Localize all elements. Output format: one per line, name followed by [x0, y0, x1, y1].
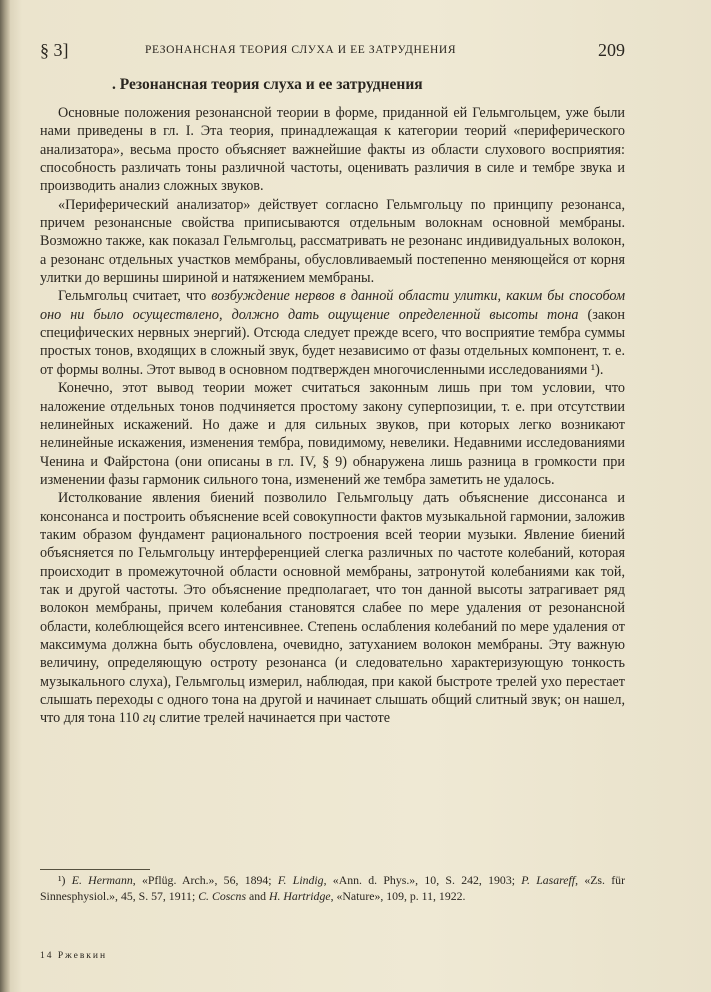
body-text [40, 104, 625, 728]
footnote-rule [40, 869, 150, 870]
section-title: . Резонансная теория слуха и ее затруднения [112, 76, 423, 93]
paragraph [40, 379, 625, 489]
paragraph [40, 287, 625, 379]
paragraph [40, 196, 625, 288]
text-run: слитие трелей начинается при частоте [155, 710, 391, 727]
text-run: Истолкование явления биений позволило Гельмгольцу дать объяснение диссонанса и консонанса и построить объяснение всей совокупности фактов музыкальной гармонии, заложив таким образом фундамент рационального построения всей теории музыки. Явление биений объясняется по Гельмгольцу интерференцией слегка различных по частоте колебаний, которая происходит в промежуточной области основной мембраны, затронутой колебаниями как той, так и другой частоты. Это объяснение предполагает, что тон данной высоты затрагивает ряд волокон мембраны, причем колебания становятся слабее по мере удаления от резонансной области, колеблющейся всего интенсивнее. Степень ослабления колебаний по мере удаления от максимума должна быть обусловлена, очевидно, затуханием волокон мембраны. Эту важную величину, определяющую остроту резонанса (и следовательно характеризующую тонкость музыкального слуха), Гельмгольц измерил, наблюдая, при какой быстроте трелей ухо перестает слышать переходы с одного тона на другой и начинает слышать общий слитный звук; он нашел, что для тона 110 [40, 490, 625, 727]
text-run: , «Zs. für Sinnesphysiol.», 45, S. 57, 1911; [40, 873, 625, 903]
text-run: Конечно, этот вывод теории может считаться законным лишь при том условии, что наложение отдельных тонов подчиняется простому закону суперпозиции, т. е. при отсутствии нелинейных искажений. Но даже и для сильных звуков, при которых легко возникают нелинейные искажения, изменения тембра, повидимому, невелики. Недавними исследованиями Ченина и Файрстона (они описаны в гл. IV, § 9) обнаружена лишь разница в громкости при изменении фазы гармоник сильного тона, изменений же тембра заметить не удалось. [40, 380, 625, 488]
italic-text-run: H. Hartridge [268, 888, 331, 903]
text-run: Гельмгольц считает, что [58, 288, 212, 305]
section-marker: § 3] [40, 40, 69, 60]
running-title: РЕЗОНАНСНАЯ ТЕОРИЯ СЛУХА И ЕЕ ЗАТРУДНЕНИЯ [145, 44, 457, 56]
page-header [40, 40, 625, 64]
printer-signature: 14 Ржевкин [40, 951, 108, 961]
italic-text-run: E. Hermann [71, 873, 133, 887]
italic-text-run: P. Lasareff [521, 873, 576, 887]
text-run: , «Nature», 109, p. 11, 1922. [330, 888, 466, 903]
footnote-text [40, 873, 625, 904]
italic-text-run: F. Lindig [277, 873, 324, 887]
text-run: (закон специфических нервных энергий). Отсюда следует прежде всего, что восприятие тембра суммы простых тонов, входящих в сложный звук, будет независимо от фазы отдельных компонент, т. е. от формы волны. Этот вывод в основном подтвержден многочисленными исследованиями ¹). [40, 306, 625, 378]
italic-text-run: возбуждение нервов в данной области улитки, каким бы способом оно ни было осуществлено, должно дать ощущение определенной высоты тона [40, 288, 625, 323]
page-number: 209 [598, 40, 625, 60]
italic-text-run: C. Coscns [198, 888, 247, 903]
text-run: «Периферический анализатор» действует согласно Гельмгольцу по принципу резонанса, причем резонансные свойства приписываются отдельным волокнам основной мембраны. Возможно также, как показал Гельмгольц, рассматривать не резонанс индивидуальных волокон, а резонанс отдельных участков мембраны, обусловливаемый постепенно меняющейся от корня улитки до вершины шириной и натяжением мембраны. [40, 196, 625, 287]
paragraph [40, 104, 625, 196]
footnote [40, 873, 625, 904]
text-run: and [246, 888, 269, 903]
text-run: ¹) [58, 873, 72, 887]
paragraph [40, 489, 625, 727]
book-spine-shadow [0, 0, 10, 992]
italic-text-run: гц [143, 710, 156, 727]
text-run: , «Pflüg. Arch.», 56, 1894; [132, 873, 278, 887]
text-run: , «Ann. d. Phys.», 10, S. 242, 1903; [323, 873, 522, 887]
text-run: Основные положения резонансной теории в форме, приданной ей Гельмгольцем, уже были нами приведены в гл. I. Эта теория, принадлежащая к категории теорий «периферического анализатора», весьма просто объясняет важнейшие факты из области слухового восприятия: способность различать тоны различной частоты, оценивать различия в силе и тембре звука и производить анализ сложных звуков. [40, 105, 625, 195]
